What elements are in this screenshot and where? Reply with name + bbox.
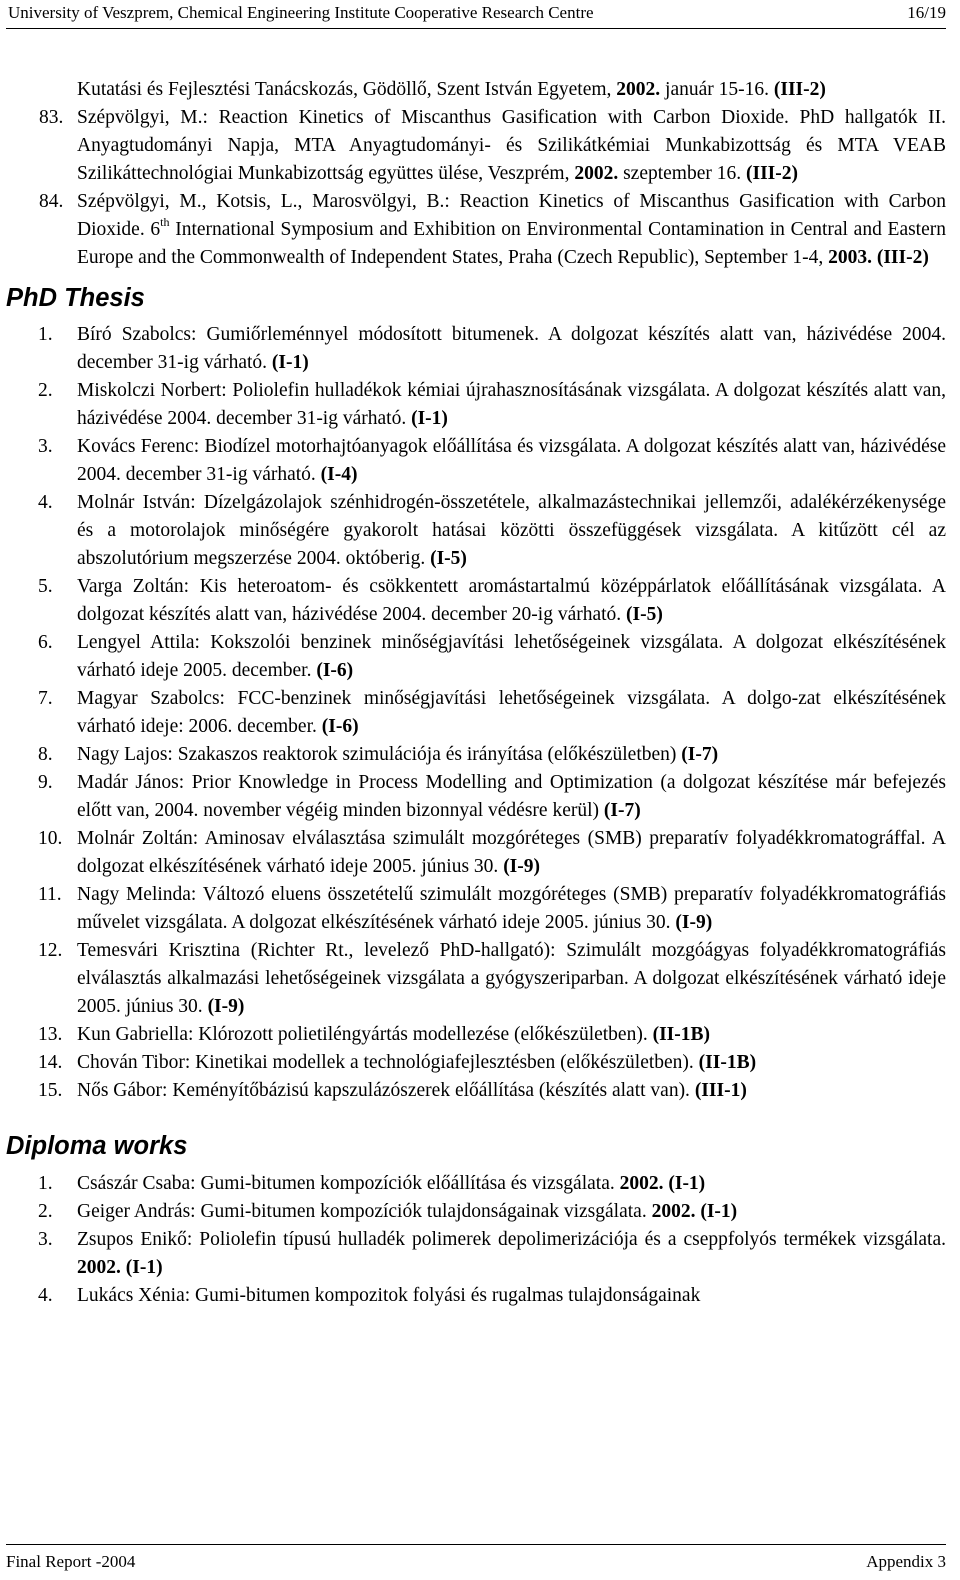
reference-code: (III-2) xyxy=(876,247,929,268)
item-number: 1. xyxy=(38,1173,53,1194)
list-item xyxy=(6,489,946,573)
list-item xyxy=(6,1021,946,1049)
item-text: Geiger András: Gumi-bitumen kompozíciók tulajdonságainak vizsgálata. xyxy=(77,1201,647,1222)
item-text: Madár János: Prior Knowledge in Process Modelling and Optimization (a dolgozat készítése már befejezés előtt van, 2004. november végéig minden bizonnyal védésre kerül) xyxy=(77,772,946,821)
reference-code: (III-2) xyxy=(773,79,826,100)
reference-text: szeptember 16. xyxy=(623,163,742,184)
item-number: 12. xyxy=(38,940,63,961)
page-footer xyxy=(6,1544,946,1575)
list-item xyxy=(6,741,946,769)
reference-year: 2002. xyxy=(616,79,661,100)
item-number: 5. xyxy=(38,576,53,597)
item-text: Lukács Xénia: Gumi-bitumen kompozitok folyási és rugalmas tulajdonságainak xyxy=(77,1285,701,1306)
reference-number: 83. xyxy=(39,107,64,128)
list-item xyxy=(6,1077,946,1105)
item-text: Molnár Zoltán: Aminosav elválasztása szimulált mozgóréteges (SMB) preparatív folyadékkromatográffal. A dolgozat elkészítésének várható ideje 2005. június 30. xyxy=(77,828,946,877)
item-number: 13. xyxy=(38,1024,63,1045)
list-item xyxy=(6,629,946,685)
item-number: 2. xyxy=(38,380,53,401)
item-code: (I-7) xyxy=(603,800,641,821)
item-text: Nagy Lajos: Szakaszos reaktorok szimulációja és irányítása (előkészületben) xyxy=(77,744,677,765)
header-institution: University of Veszprem, Chemical Engineering Institute Cooperative Research Centre xyxy=(8,3,594,22)
item-text: Lengyel Attila: Kokszolói benzinek minőségjavítási lehetőségeinek vizsgálata. A dolgozat elkészítésének várható ideje 2005. december. xyxy=(77,632,946,681)
list-item xyxy=(6,769,946,825)
footer-appendix: Appendix 3 xyxy=(866,1552,946,1571)
diploma-works-list xyxy=(6,1170,946,1310)
reference-code: (III-2) xyxy=(746,163,798,184)
reference-text: International Symposium and Exhibition on Environmental Contamination in Central and Eastern Europe and the Commonwealth of Independent States, Praha (Czech Republic), September 1-4, xyxy=(77,219,946,268)
item-number: 4. xyxy=(38,1285,53,1306)
item-code: (I-9) xyxy=(503,856,541,877)
phd-thesis-heading: PhD Thesis xyxy=(6,284,145,312)
item-code: (I-9) xyxy=(207,996,245,1017)
item-code: (I-1) xyxy=(271,352,309,373)
item-code: (I-1) xyxy=(668,1173,706,1194)
item-number: 11. xyxy=(38,884,62,905)
list-item xyxy=(6,1170,946,1198)
reference-number: 84. xyxy=(39,191,64,212)
item-text: Nős Gábor: Keményítőbázisú kapszulázószerek előállítása (készítés alatt van). xyxy=(77,1080,690,1101)
item-number: 4. xyxy=(38,492,53,513)
item-number: 3. xyxy=(38,1229,53,1250)
item-year: 2002. xyxy=(651,1201,696,1222)
list-item xyxy=(6,433,946,489)
list-item xyxy=(6,377,946,433)
item-text: Kovács Ferenc: Biodízel motorhajtóanyagok előállítása és vizsgálata. A dolgozat készítés alatt van, házivédése 2004. december 31-ig várható. xyxy=(77,436,946,485)
item-code: (I-5) xyxy=(430,548,467,569)
footer-report-title: Final Report -2004 xyxy=(6,1552,136,1571)
reference-text: Szépvölgyi, M.: Reaction Kinetics of Miscanthus Gasification with Carbon Dioxide. PhD hallgatók II. Anyagtudományi Napja, MTA Anyagtudományi- és Szilikátkémiai Munkabizottság és MTA VEAB Szilikáttechnológiai Munkabizottság együttes ülése, Veszprém, xyxy=(77,107,946,184)
reference-year: 2003. xyxy=(828,247,872,268)
item-text: Nagy Melinda: Változó eluens összetételű szimulált mozgóréteges (SMB) preparatív folyadékkromatográfiás művelet vizsgálata. A dolgozat elkészítésének várható ideje 2005. június 30. xyxy=(77,884,946,933)
item-code: (I-6) xyxy=(321,716,359,737)
diploma-works-heading: Diploma works xyxy=(6,1132,188,1160)
item-number: 9. xyxy=(38,772,53,793)
item-number: 8. xyxy=(38,744,53,765)
list-item xyxy=(6,1226,946,1282)
document-body xyxy=(6,76,946,1310)
list-item xyxy=(6,1198,946,1226)
item-code: (I-9) xyxy=(675,912,713,933)
item-code: (III-1) xyxy=(694,1080,747,1101)
item-number: 10. xyxy=(38,828,63,849)
item-text: Magyar Szabolcs: FCC-benzinek minőségjavítási lehetőségeinek vizsgálata. A dolgo-zat elkészítésének várható ideje: 2006. december. xyxy=(77,688,946,737)
list-item xyxy=(6,573,946,629)
reference-text: Szépvölgyi, M., Kotsis, L., Marosvölgyi, B.: Reaction Kinetics of Miscanthus Gasification with Carbon Dioxide. 6 xyxy=(77,191,946,240)
item-code: (II-1B) xyxy=(698,1052,757,1073)
reference-83 xyxy=(6,104,946,188)
list-item xyxy=(6,321,946,377)
item-text: Bíró Szabolcs: Gumiőrleménnyel módosított bitumenek. A dolgozat készítés alatt van, házivédése 2004. december 31-ig várható. xyxy=(77,324,946,373)
item-number: 3. xyxy=(38,436,53,457)
header-page-number: 16/19 xyxy=(907,3,946,22)
list-item xyxy=(6,685,946,741)
item-number: 7. xyxy=(38,688,53,709)
item-text: Miskolczi Norbert: Poliolefin hulladékok kémiai újrahasznosításának vizsgálata. A dolgozat készítés alatt van, házivédése 2004. december 31-ig várható. xyxy=(77,380,946,429)
item-code: (I-1) xyxy=(125,1257,163,1278)
item-text: Varga Zoltán: Kis heteroatom- és csökkentett aromástartalmú középpárlatok előállításának vizsgálata. A dolgozat készítés alatt van, házivédése 2004. december 20-ig várható. xyxy=(77,576,946,625)
item-number: 14. xyxy=(38,1052,63,1073)
item-text: Zsupos Enikő: Poliolefin típusú hulladék polimerek depolimerizációja és a cseppfolyós termékek vizsgálata. xyxy=(77,1229,946,1250)
list-item xyxy=(6,881,946,937)
reference-84 xyxy=(6,188,946,272)
item-number: 6. xyxy=(38,632,53,653)
list-item xyxy=(6,1049,946,1077)
item-text: Kun Gabriella: Klórozott polietiléngyártás modellezése (előkészületben). xyxy=(77,1024,648,1045)
item-number: 15. xyxy=(38,1080,63,1101)
reference-year: 2002. xyxy=(574,163,619,184)
list-item xyxy=(6,937,946,1021)
item-number: 1. xyxy=(38,324,53,345)
item-code: (I-5) xyxy=(626,604,663,625)
reference-text: Kutatási és Fejlesztési Tanácskozás, Gödöllő, Szent István Egyetem, xyxy=(77,79,612,100)
item-number: 2. xyxy=(38,1201,53,1222)
item-year: 2002. xyxy=(619,1173,664,1194)
item-year: 2002. xyxy=(77,1257,121,1278)
item-code: (I-1) xyxy=(411,408,448,429)
phd-thesis-list xyxy=(6,321,946,1105)
item-text: Chován Tibor: Kinetikai modellek a technológiafejlesztésben (előkészületben). xyxy=(77,1052,694,1073)
superscript: th xyxy=(160,215,170,229)
page-header xyxy=(6,0,946,29)
reference-text: január 15-16. xyxy=(665,79,769,100)
item-code: (I-6) xyxy=(316,660,354,681)
item-code: (II-1B) xyxy=(652,1024,711,1045)
item-code: (I-1) xyxy=(700,1201,738,1222)
item-code: (I-7) xyxy=(681,744,719,765)
item-code: (I-4) xyxy=(320,464,358,485)
list-item xyxy=(6,1282,946,1310)
item-text: Molnár István: Dízelgázolajok szénhidrogén-összetétele, alkalmazástechnikai jellemzői, adalékérzékenysége és a motorolajok minőségére gyakorolt hatásai közötti összefüggések vizsgálata. A kitűzött cél az abszolutórium megszerzése 2004. októberig. xyxy=(77,492,946,569)
item-text: Császár Csaba: Gumi-bitumen kompozíciók előállítása és vizsgálata. xyxy=(77,1173,615,1194)
item-text: Temesvári Krisztina (Richter Rt., levelező PhD-hallgató): Szimulált mozgóágyas folyadékkromatográfiás elválasztás alkalmazási lehetőségeinek vizsgálata a gyógyszeriparban. A dolgozat elkészítésének várható ideje 2005. június 30. xyxy=(77,940,946,1017)
reference-82-continuation xyxy=(6,76,946,104)
list-item xyxy=(6,825,946,881)
